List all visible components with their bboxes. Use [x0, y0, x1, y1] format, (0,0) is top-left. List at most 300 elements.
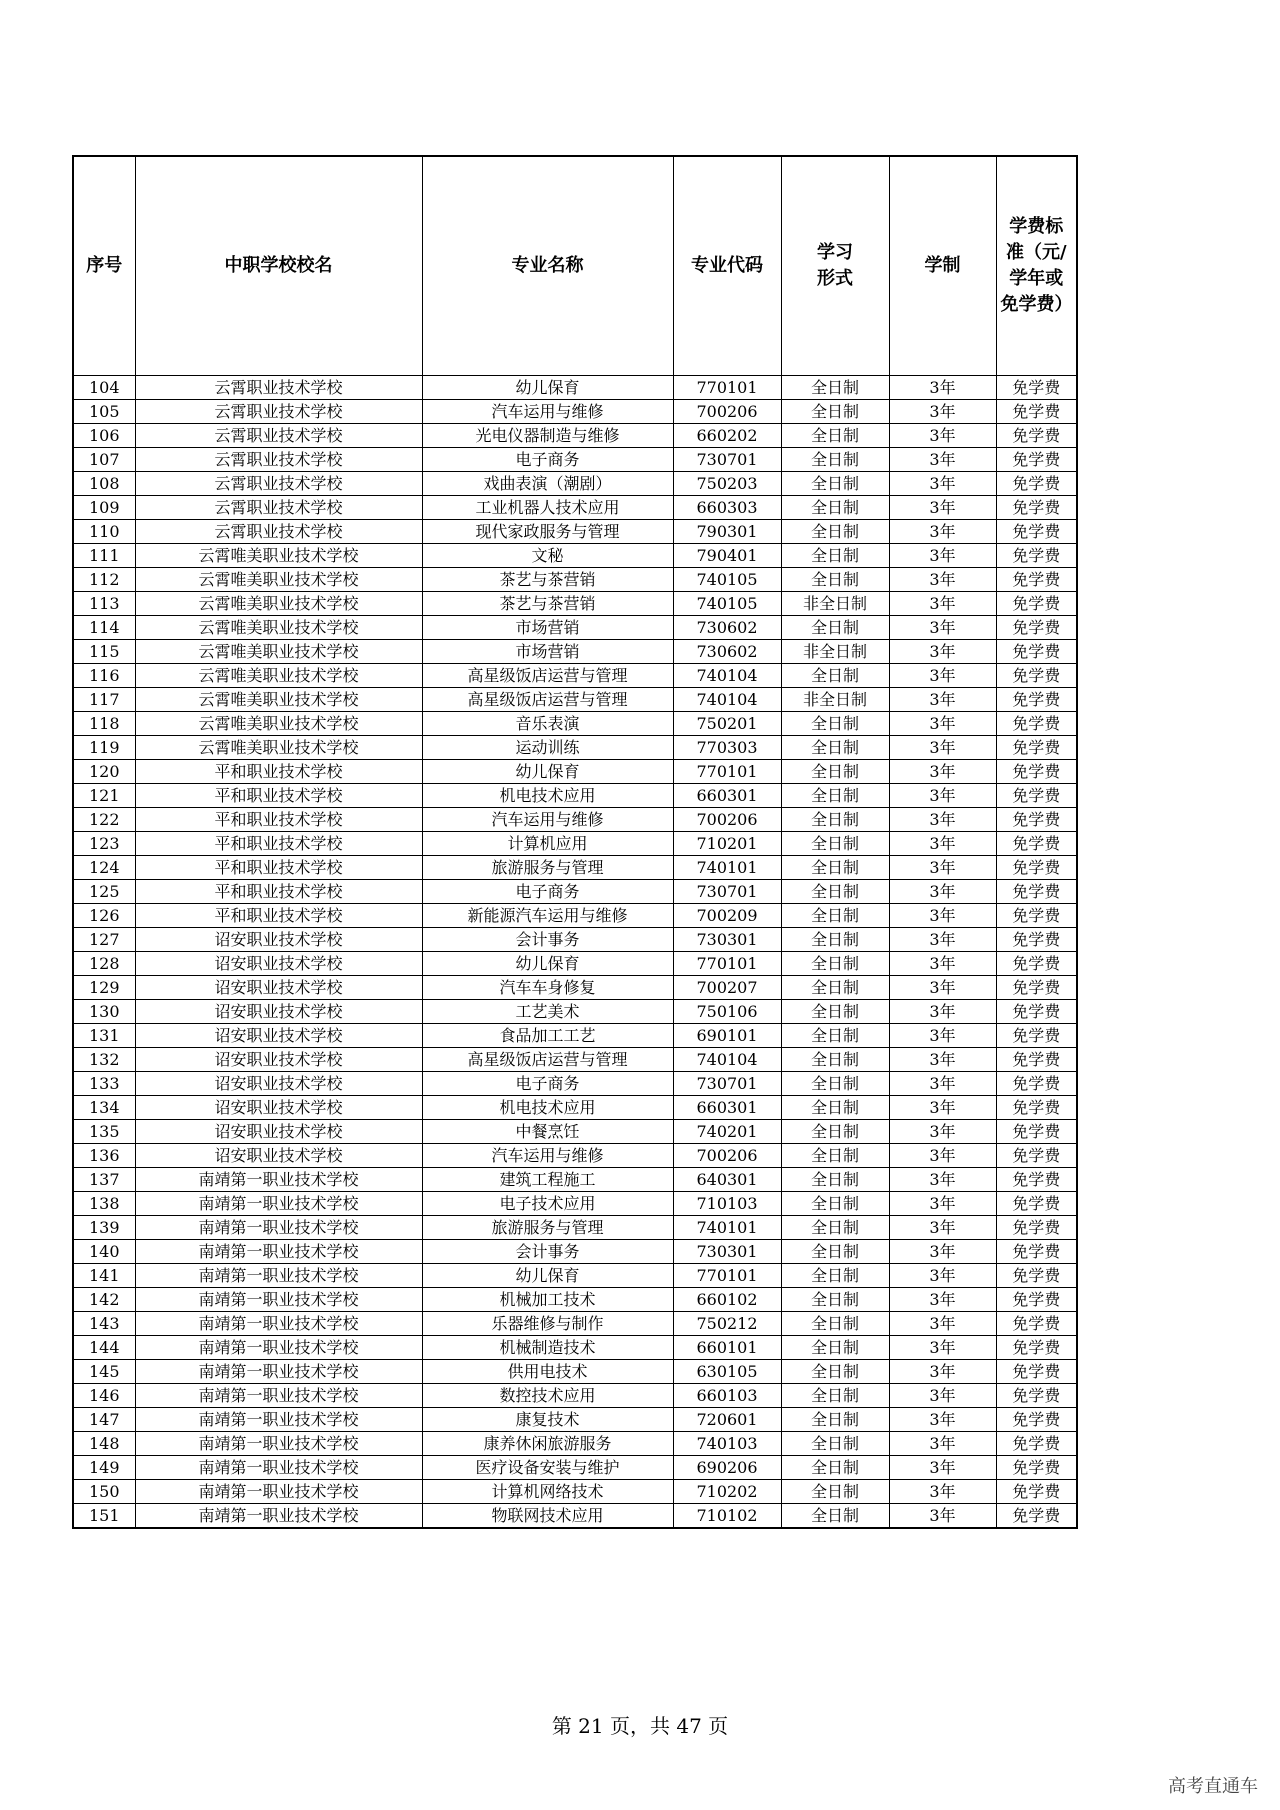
cell-code: 700206 — [673, 400, 781, 424]
cell-code: 700206 — [673, 808, 781, 832]
table-row — [73, 1384, 1077, 1408]
cell-major: 汽车车身修复 — [422, 976, 673, 1000]
cell-duration: 3年 — [889, 568, 996, 592]
table-row — [73, 1048, 1077, 1072]
cell-fee: 免学费 — [996, 1000, 1077, 1024]
cell-school: 云霄职业技术学校 — [135, 472, 422, 496]
cell-school: 云霄唯美职业技术学校 — [135, 640, 422, 664]
cell-form: 全日制 — [781, 1360, 889, 1384]
cell-school: 诏安职业技术学校 — [135, 1048, 422, 1072]
cell-seq: 111 — [73, 544, 135, 568]
cell-code: 660101 — [673, 1336, 781, 1360]
cell-fee: 免学费 — [996, 616, 1077, 640]
cell-duration: 3年 — [889, 1336, 996, 1360]
cell-school: 云霄唯美职业技术学校 — [135, 712, 422, 736]
table-row — [73, 856, 1077, 880]
cell-fee: 免学费 — [996, 688, 1077, 712]
cell-form: 全日制 — [781, 712, 889, 736]
cell-major: 幼儿保育 — [422, 952, 673, 976]
cell-form: 全日制 — [781, 1384, 889, 1408]
cell-major: 机械加工技术 — [422, 1288, 673, 1312]
cell-fee: 免学费 — [996, 1336, 1077, 1360]
cell-duration: 3年 — [889, 496, 996, 520]
cell-fee: 免学费 — [996, 1216, 1077, 1240]
cell-school: 诏安职业技术学校 — [135, 952, 422, 976]
cell-form: 全日制 — [781, 1072, 889, 1096]
cell-major: 新能源汽车运用与维修 — [422, 904, 673, 928]
cell-school: 平和职业技术学校 — [135, 856, 422, 880]
cell-fee: 免学费 — [996, 1096, 1077, 1120]
cell-school: 南靖第一职业技术学校 — [135, 1192, 422, 1216]
cell-school: 南靖第一职业技术学校 — [135, 1168, 422, 1192]
cell-fee: 免学费 — [996, 1456, 1077, 1480]
cell-form: 全日制 — [781, 904, 889, 928]
cell-duration: 3年 — [889, 1288, 996, 1312]
table-row — [73, 1264, 1077, 1288]
table-row — [73, 1000, 1077, 1024]
cell-duration: 3年 — [889, 952, 996, 976]
table-row — [73, 904, 1077, 928]
cell-duration: 3年 — [889, 688, 996, 712]
header-code: 专业代码 — [673, 156, 781, 376]
cell-duration: 3年 — [889, 1192, 996, 1216]
cell-duration: 3年 — [889, 1144, 996, 1168]
cell-form: 全日制 — [781, 1288, 889, 1312]
cell-form: 全日制 — [781, 1264, 889, 1288]
cell-seq: 149 — [73, 1456, 135, 1480]
table-row — [73, 1360, 1077, 1384]
cell-seq: 126 — [73, 904, 135, 928]
cell-duration: 3年 — [889, 1456, 996, 1480]
cell-seq: 112 — [73, 568, 135, 592]
cell-code: 730701 — [673, 1072, 781, 1096]
cell-code: 740101 — [673, 856, 781, 880]
header-school: 中职学校校名 — [135, 156, 422, 376]
cell-school: 平和职业技术学校 — [135, 880, 422, 904]
cell-fee: 免学费 — [996, 856, 1077, 880]
cell-fee: 免学费 — [996, 904, 1077, 928]
cell-fee: 免学费 — [996, 976, 1077, 1000]
cell-form: 全日制 — [781, 832, 889, 856]
cell-major: 幼儿保育 — [422, 760, 673, 784]
cell-duration: 3年 — [889, 904, 996, 928]
cell-form: 全日制 — [781, 1024, 889, 1048]
cell-major: 机械制造技术 — [422, 1336, 673, 1360]
cell-major: 康养休闲旅游服务 — [422, 1432, 673, 1456]
cell-form: 全日制 — [781, 1096, 889, 1120]
cell-code: 740103 — [673, 1432, 781, 1456]
cell-seq: 106 — [73, 424, 135, 448]
cell-fee: 免学费 — [996, 784, 1077, 808]
cell-major: 幼儿保育 — [422, 1264, 673, 1288]
cell-code: 750203 — [673, 472, 781, 496]
cell-school: 南靖第一职业技术学校 — [135, 1312, 422, 1336]
cell-duration: 3年 — [889, 664, 996, 688]
cell-fee: 免学费 — [996, 808, 1077, 832]
cell-code: 660103 — [673, 1384, 781, 1408]
table-row — [73, 1072, 1077, 1096]
cell-school: 云霄职业技术学校 — [135, 520, 422, 544]
table-row — [73, 664, 1077, 688]
cell-code: 690206 — [673, 1456, 781, 1480]
cell-school: 南靖第一职业技术学校 — [135, 1360, 422, 1384]
cell-fee: 免学费 — [996, 1072, 1077, 1096]
cell-major: 茶艺与茶营销 — [422, 568, 673, 592]
cell-major: 物联网技术应用 — [422, 1504, 673, 1529]
cell-duration: 3年 — [889, 1240, 996, 1264]
cell-seq: 144 — [73, 1336, 135, 1360]
cell-form: 全日制 — [781, 808, 889, 832]
cell-fee: 免学费 — [996, 1144, 1077, 1168]
table-row — [73, 472, 1077, 496]
cell-code: 690101 — [673, 1024, 781, 1048]
cell-major: 机电技术应用 — [422, 784, 673, 808]
cell-seq: 136 — [73, 1144, 135, 1168]
cell-school: 南靖第一职业技术学校 — [135, 1432, 422, 1456]
cell-school: 云霄职业技术学校 — [135, 448, 422, 472]
cell-code: 720601 — [673, 1408, 781, 1432]
cell-fee: 免学费 — [996, 928, 1077, 952]
cell-seq: 122 — [73, 808, 135, 832]
cell-duration: 3年 — [889, 1504, 996, 1529]
table-row — [73, 1336, 1077, 1360]
cell-major: 汽车运用与维修 — [422, 1144, 673, 1168]
cell-major: 市场营销 — [422, 640, 673, 664]
cell-code: 740104 — [673, 688, 781, 712]
cell-code: 770101 — [673, 760, 781, 784]
cell-major: 康复技术 — [422, 1408, 673, 1432]
cell-seq: 115 — [73, 640, 135, 664]
cell-form: 全日制 — [781, 952, 889, 976]
cell-form: 全日制 — [781, 1432, 889, 1456]
cell-fee: 免学费 — [996, 664, 1077, 688]
table-row — [73, 880, 1077, 904]
cell-code: 660301 — [673, 784, 781, 808]
cell-duration: 3年 — [889, 760, 996, 784]
cell-seq: 113 — [73, 592, 135, 616]
cell-code: 770303 — [673, 736, 781, 760]
cell-major: 现代家政服务与管理 — [422, 520, 673, 544]
cell-major: 电子商务 — [422, 880, 673, 904]
cell-seq: 128 — [73, 952, 135, 976]
cell-seq: 139 — [73, 1216, 135, 1240]
cell-school: 南靖第一职业技术学校 — [135, 1240, 422, 1264]
cell-major: 数控技术应用 — [422, 1384, 673, 1408]
cell-major: 音乐表演 — [422, 712, 673, 736]
cell-seq: 104 — [73, 376, 135, 400]
cell-school: 南靖第一职业技术学校 — [135, 1456, 422, 1480]
cell-duration: 3年 — [889, 928, 996, 952]
cell-duration: 3年 — [889, 376, 996, 400]
cell-school: 云霄职业技术学校 — [135, 376, 422, 400]
cell-school: 云霄唯美职业技术学校 — [135, 616, 422, 640]
cell-school: 平和职业技术学校 — [135, 784, 422, 808]
cell-form: 全日制 — [781, 1240, 889, 1264]
cell-major: 光电仪器制造与维修 — [422, 424, 673, 448]
cell-duration: 3年 — [889, 1024, 996, 1048]
cell-major: 戏曲表演（潮剧） — [422, 472, 673, 496]
cell-code: 730602 — [673, 640, 781, 664]
table-row — [73, 424, 1077, 448]
cell-code: 740105 — [673, 592, 781, 616]
cell-fee: 免学费 — [996, 1384, 1077, 1408]
cell-seq: 116 — [73, 664, 135, 688]
cell-duration: 3年 — [889, 640, 996, 664]
cell-form: 全日制 — [781, 760, 889, 784]
cell-fee: 免学费 — [996, 424, 1077, 448]
cell-seq: 121 — [73, 784, 135, 808]
cell-form: 全日制 — [781, 856, 889, 880]
table-row — [73, 616, 1077, 640]
table-row — [73, 1024, 1077, 1048]
cell-code: 730701 — [673, 880, 781, 904]
table-row — [73, 1408, 1077, 1432]
cell-fee: 免学费 — [996, 1240, 1077, 1264]
cell-major: 茶艺与茶营销 — [422, 592, 673, 616]
cell-duration: 3年 — [889, 616, 996, 640]
cell-fee: 免学费 — [996, 712, 1077, 736]
cell-school: 云霄唯美职业技术学校 — [135, 544, 422, 568]
cell-major: 医疗设备安装与维护 — [422, 1456, 673, 1480]
cell-school: 南靖第一职业技术学校 — [135, 1480, 422, 1504]
cell-duration: 3年 — [889, 712, 996, 736]
cell-code: 740201 — [673, 1120, 781, 1144]
cell-seq: 127 — [73, 928, 135, 952]
cell-duration: 3年 — [889, 1048, 996, 1072]
cell-form: 全日制 — [781, 976, 889, 1000]
cell-duration: 3年 — [889, 544, 996, 568]
cell-seq: 130 — [73, 1000, 135, 1024]
table-row — [73, 1192, 1077, 1216]
cell-fee: 免学费 — [996, 1168, 1077, 1192]
cell-code: 730602 — [673, 616, 781, 640]
cell-form: 全日制 — [781, 400, 889, 424]
tuition-table — [72, 155, 1078, 1529]
cell-seq: 118 — [73, 712, 135, 736]
cell-seq: 110 — [73, 520, 135, 544]
cell-fee: 免学费 — [996, 1312, 1077, 1336]
cell-form: 全日制 — [781, 1504, 889, 1529]
cell-form: 全日制 — [781, 1336, 889, 1360]
cell-seq: 114 — [73, 616, 135, 640]
table-row — [73, 784, 1077, 808]
table-body — [73, 376, 1077, 1529]
cell-fee: 免学费 — [996, 496, 1077, 520]
cell-duration: 3年 — [889, 808, 996, 832]
header-row — [73, 156, 1077, 376]
cell-major: 高星级饭店运营与管理 — [422, 664, 673, 688]
cell-fee: 免学费 — [996, 1408, 1077, 1432]
cell-fee: 免学费 — [996, 400, 1077, 424]
cell-code: 740101 — [673, 1216, 781, 1240]
cell-school: 平和职业技术学校 — [135, 808, 422, 832]
cell-duration: 3年 — [889, 1384, 996, 1408]
header-form: 学习形式 — [781, 156, 889, 376]
cell-code: 660102 — [673, 1288, 781, 1312]
table-row — [73, 808, 1077, 832]
header-seq: 序号 — [73, 156, 135, 376]
cell-seq: 138 — [73, 1192, 135, 1216]
cell-major: 工业机器人技术应用 — [422, 496, 673, 520]
table-row — [73, 952, 1077, 976]
cell-code: 770101 — [673, 952, 781, 976]
table-row — [73, 832, 1077, 856]
cell-seq: 131 — [73, 1024, 135, 1048]
cell-seq: 123 — [73, 832, 135, 856]
cell-fee: 免学费 — [996, 544, 1077, 568]
cell-seq: 150 — [73, 1480, 135, 1504]
cell-major: 幼儿保育 — [422, 376, 673, 400]
cell-major: 乐器维修与制作 — [422, 1312, 673, 1336]
cell-seq: 137 — [73, 1168, 135, 1192]
cell-form: 非全日制 — [781, 688, 889, 712]
cell-fee: 免学费 — [996, 592, 1077, 616]
cell-seq: 105 — [73, 400, 135, 424]
cell-code: 700209 — [673, 904, 781, 928]
cell-school: 云霄唯美职业技术学校 — [135, 736, 422, 760]
table-row — [73, 1240, 1077, 1264]
cell-form: 全日制 — [781, 1120, 889, 1144]
cell-major: 电子商务 — [422, 448, 673, 472]
cell-seq: 129 — [73, 976, 135, 1000]
cell-code: 730701 — [673, 448, 781, 472]
table-row — [73, 1504, 1077, 1529]
cell-school: 云霄唯美职业技术学校 — [135, 592, 422, 616]
table-row — [73, 640, 1077, 664]
table-row — [73, 736, 1077, 760]
table-row — [73, 1168, 1077, 1192]
cell-duration: 3年 — [889, 424, 996, 448]
cell-school: 南靖第一职业技术学校 — [135, 1408, 422, 1432]
cell-major: 电子商务 — [422, 1072, 673, 1096]
cell-form: 全日制 — [781, 1216, 889, 1240]
page-number: 第 21 页，共 47 页 — [551, 1714, 729, 1738]
header-fee: 学费标准（元/学年或免学费） — [996, 156, 1077, 376]
cell-school: 平和职业技术学校 — [135, 760, 422, 784]
cell-school: 平和职业技术学校 — [135, 832, 422, 856]
cell-form: 全日制 — [781, 1408, 889, 1432]
cell-school: 诏安职业技术学校 — [135, 1096, 422, 1120]
cell-seq: 134 — [73, 1096, 135, 1120]
cell-school: 云霄唯美职业技术学校 — [135, 568, 422, 592]
table-row — [73, 976, 1077, 1000]
cell-major: 汽车运用与维修 — [422, 808, 673, 832]
cell-fee: 免学费 — [996, 448, 1077, 472]
table-row — [73, 376, 1077, 400]
cell-form: 全日制 — [781, 1144, 889, 1168]
cell-duration: 3年 — [889, 592, 996, 616]
cell-school: 南靖第一职业技术学校 — [135, 1504, 422, 1529]
cell-school: 云霄职业技术学校 — [135, 400, 422, 424]
watermark: 高考直通车 — [1168, 1776, 1258, 1797]
cell-major: 高星级饭店运营与管理 — [422, 688, 673, 712]
cell-code: 730301 — [673, 1240, 781, 1264]
cell-duration: 3年 — [889, 784, 996, 808]
table-row — [73, 520, 1077, 544]
cell-duration: 3年 — [889, 1408, 996, 1432]
cell-major: 食品加工工艺 — [422, 1024, 673, 1048]
cell-duration: 3年 — [889, 856, 996, 880]
header-major: 专业名称 — [422, 156, 673, 376]
cell-school: 南靖第一职业技术学校 — [135, 1336, 422, 1360]
cell-school: 平和职业技术学校 — [135, 904, 422, 928]
cell-school: 诏安职业技术学校 — [135, 928, 422, 952]
cell-fee: 免学费 — [996, 1432, 1077, 1456]
cell-form: 全日制 — [781, 880, 889, 904]
cell-major: 计算机应用 — [422, 832, 673, 856]
cell-duration: 3年 — [889, 1360, 996, 1384]
cell-form: 全日制 — [781, 544, 889, 568]
cell-fee: 免学费 — [996, 736, 1077, 760]
cell-major: 文秘 — [422, 544, 673, 568]
cell-school: 诏安职业技术学校 — [135, 1024, 422, 1048]
cell-major: 市场营销 — [422, 616, 673, 640]
cell-major: 旅游服务与管理 — [422, 1216, 673, 1240]
cell-duration: 3年 — [889, 976, 996, 1000]
cell-form: 全日制 — [781, 1192, 889, 1216]
cell-school: 诏安职业技术学校 — [135, 1072, 422, 1096]
cell-seq: 143 — [73, 1312, 135, 1336]
cell-fee: 免学费 — [996, 1504, 1077, 1529]
cell-fee: 免学费 — [996, 568, 1077, 592]
cell-code: 770101 — [673, 1264, 781, 1288]
cell-major: 机电技术应用 — [422, 1096, 673, 1120]
cell-major: 运动训练 — [422, 736, 673, 760]
cell-code: 660202 — [673, 424, 781, 448]
cell-code: 630105 — [673, 1360, 781, 1384]
cell-code: 710103 — [673, 1192, 781, 1216]
cell-seq: 132 — [73, 1048, 135, 1072]
cell-form: 全日制 — [781, 472, 889, 496]
cell-fee: 免学费 — [996, 1120, 1077, 1144]
cell-code: 740104 — [673, 1048, 781, 1072]
cell-major: 电子技术应用 — [422, 1192, 673, 1216]
cell-fee: 免学费 — [996, 472, 1077, 496]
cell-seq: 151 — [73, 1504, 135, 1529]
cell-code: 730301 — [673, 928, 781, 952]
cell-code: 710201 — [673, 832, 781, 856]
cell-seq: 142 — [73, 1288, 135, 1312]
cell-seq: 147 — [73, 1408, 135, 1432]
table-row — [73, 712, 1077, 736]
cell-fee: 免学费 — [996, 1048, 1077, 1072]
cell-seq: 120 — [73, 760, 135, 784]
cell-duration: 3年 — [889, 832, 996, 856]
cell-school: 南靖第一职业技术学校 — [135, 1384, 422, 1408]
table-row — [73, 1288, 1077, 1312]
cell-duration: 3年 — [889, 736, 996, 760]
cell-fee: 免学费 — [996, 832, 1077, 856]
cell-duration: 3年 — [889, 880, 996, 904]
cell-school: 诏安职业技术学校 — [135, 1144, 422, 1168]
cell-form: 全日制 — [781, 616, 889, 640]
table-row — [73, 448, 1077, 472]
table-row — [73, 544, 1077, 568]
cell-code: 710202 — [673, 1480, 781, 1504]
cell-form: 全日制 — [781, 1456, 889, 1480]
cell-fee: 免学费 — [996, 1024, 1077, 1048]
cell-form: 全日制 — [781, 1000, 889, 1024]
cell-form: 全日制 — [781, 736, 889, 760]
cell-school: 南靖第一职业技术学校 — [135, 1288, 422, 1312]
table-row — [73, 592, 1077, 616]
cell-form: 全日制 — [781, 1312, 889, 1336]
table-row — [73, 928, 1077, 952]
cell-duration: 3年 — [889, 448, 996, 472]
cell-school: 云霄唯美职业技术学校 — [135, 664, 422, 688]
cell-form: 全日制 — [781, 1480, 889, 1504]
cell-code: 750201 — [673, 712, 781, 736]
